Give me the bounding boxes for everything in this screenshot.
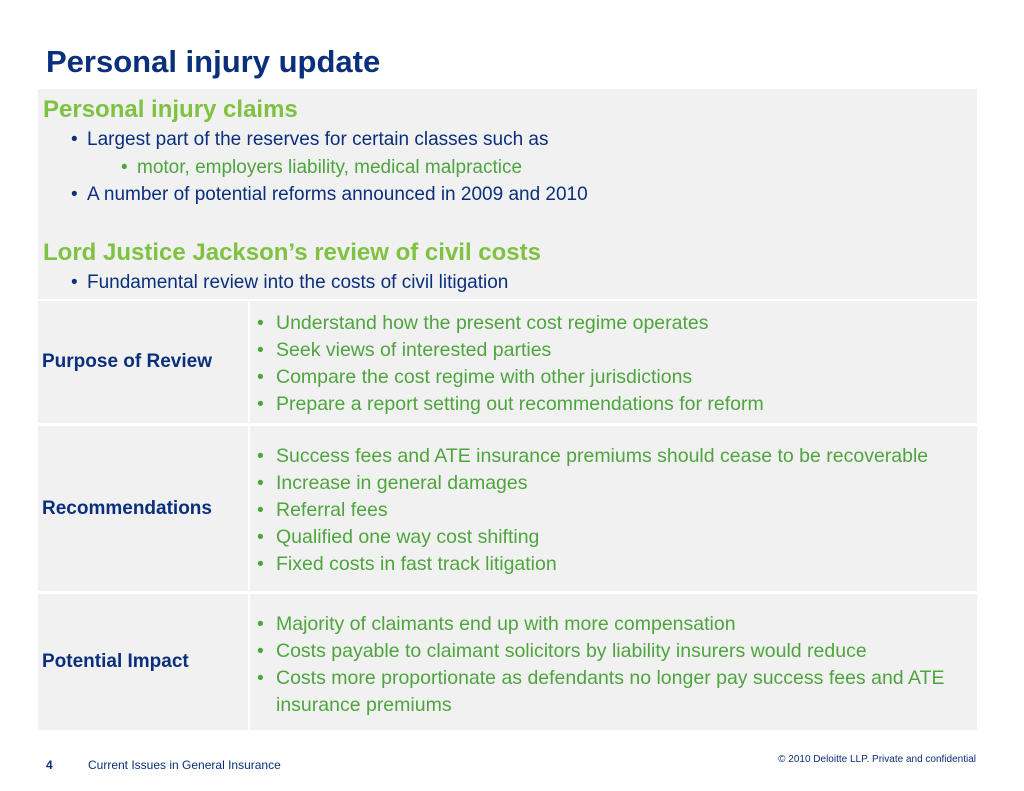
list-item: • Increase in general damages: [257, 470, 928, 497]
row-items-purpose-of-review: [257, 310, 764, 418]
bullet-potential-reforms: • A number of potential reforms announced in 2009 and 2010: [87, 184, 588, 206]
row-label-potential-impact: Potential Impact: [38, 594, 250, 730]
page-title: Personal injury update: [46, 44, 381, 79]
section-heading-jackson-review: Lord Justice Jackson’s review of civil costs: [43, 239, 541, 266]
list-item: • Understand how the present cost regime operates: [257, 310, 764, 337]
list-item: • Referral fees: [257, 497, 928, 524]
list-item: • Fixed costs in fast track litigation: [257, 551, 928, 578]
section-heading-personal-injury-claims: Personal injury claims: [43, 96, 298, 123]
list-item: • Seek views of interested parties: [257, 337, 764, 364]
row-items-potential-impact: [257, 611, 957, 719]
page-number: 4: [46, 758, 53, 772]
bullet-fundamental-review: • Fundamental review into the costs of civil litigation: [87, 272, 508, 294]
footer-title: Current Issues in General Insurance: [88, 758, 281, 772]
row-label-purpose-of-review: Purpose of Review: [38, 301, 250, 423]
list-item: • Compare the cost regime with other jurisdictions: [257, 364, 764, 391]
list-item: • Prepare a report setting out recommendations for reform: [257, 391, 764, 418]
list-item: • Qualified one way cost shifting: [257, 524, 928, 551]
bullet-largest-part: • Largest part of the reserves for certain classes such as: [87, 129, 549, 151]
sub-bullet-classes: • motor, employers liability, medical malpractice: [137, 157, 522, 179]
table-row-recommendations: [38, 423, 977, 592]
list-item: • Costs payable to claimant solicitors by liability insurers would reduce: [257, 638, 957, 665]
row-label-recommendations: Recommendations: [38, 426, 250, 592]
copyright-notice: © 2010 Deloitte LLP. Private and confidential: [778, 754, 976, 765]
intro-panel: [38, 89, 977, 299]
table-row-potential-impact: [38, 591, 977, 730]
row-items-recommendations: [257, 443, 928, 578]
list-item: • Costs more proportionate as defendants no longer pay success fees and ATE insurance premiums: [257, 665, 957, 719]
list-item: • Success fees and ATE insurance premiums should cease to be recoverable: [257, 443, 928, 470]
list-item: • Majority of claimants end up with more compensation: [257, 611, 957, 638]
table-row-purpose-of-review: [38, 299, 977, 423]
